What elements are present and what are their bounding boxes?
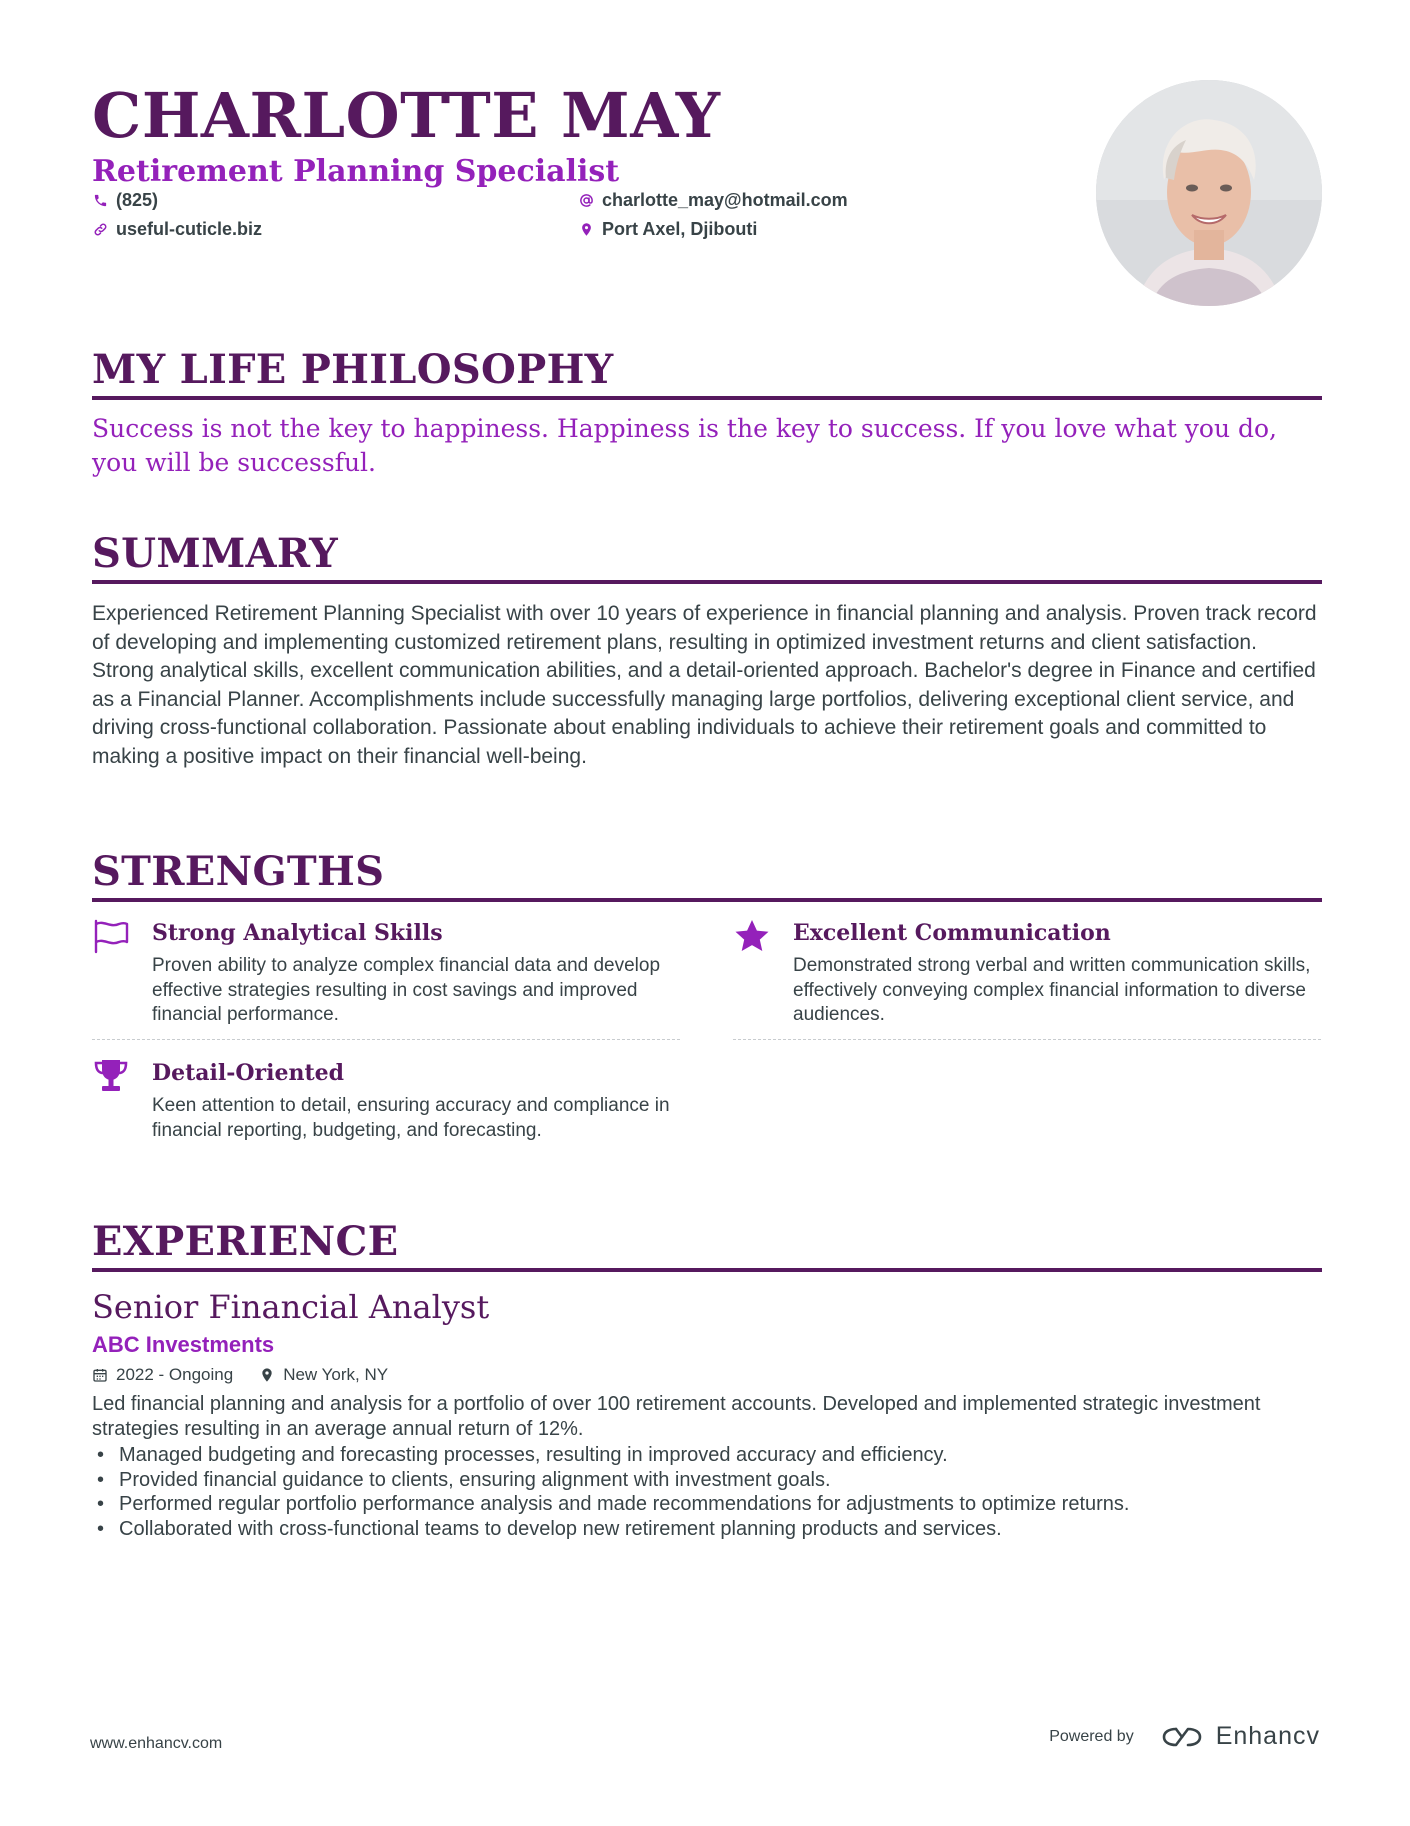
contact-email[interactable] (578, 190, 848, 211)
job-location (259, 1362, 388, 1388)
strength-description: Keen attention to detail, ensuring accuracy and compliance in financial reporting, budgeting, and forecasting. (152, 1095, 670, 1141)
list-item: • Collaborated with cross-functional teams to develop new retirement planning products and services. (92, 1517, 1322, 1542)
job-meta (92, 1362, 1322, 1388)
location-text: Port Axel, Djibouti (602, 219, 758, 239)
profile-photo (1096, 80, 1322, 306)
phone-icon (92, 193, 108, 209)
brand-name: Enhancv (1215, 1722, 1320, 1750)
summary-heading: SUMMARY (92, 530, 1322, 584)
resume-header (92, 80, 1322, 310)
strength-divider (92, 1039, 680, 1040)
job-description: Led financial planning and analysis for a portfolio of over 100 retirement accounts. Developed and implemented strategic investment strategies resulting in an average annual return of 12%. (92, 1393, 1261, 1440)
candidate-name: CHARLOTTE MAY (92, 79, 721, 152)
footer-website[interactable]: www.enhancv.com (90, 1735, 223, 1752)
email-text: charlotte_may@hotmail.com (602, 190, 848, 210)
summary-text: Experienced Retirement Planning Specialist with over 10 years of experience in financial planning and analysis. Proven track record of developing and implementing customized retirement plans, resulting in optimized investment returns and client satisfaction. Strong analytical skills, excellent communication abilities, and a detail-oriented approach. Bachelor's degree in Finance and certified as a Financial Planner. Accomplishments include successfully managing large portfolios, delivering exceptional client service, and driving cross-functional collaboration. Passionate about enabling individuals to achieve their retirement goals and committed to making a positive impact on their financial well-being. (92, 602, 1317, 768)
map-pin-icon (578, 222, 594, 238)
experience-heading: EXPERIENCE (92, 1218, 1322, 1272)
flag-icon (92, 918, 132, 958)
candidate-headline: Retirement Planning Specialist (92, 154, 620, 189)
summary-section (92, 530, 1322, 772)
job-location-text: New York, NY (283, 1365, 389, 1384)
list-item: • Managed budgeting and forecasting processes, resulting in improved accuracy and efficiency. (92, 1443, 1322, 1468)
job-bullets (92, 1443, 1322, 1541)
enhancv-logo-icon (1160, 1724, 1204, 1750)
job-dates-text: 2022 - Ongoing (116, 1365, 234, 1384)
strength-divider (733, 1039, 1321, 1040)
star-icon (733, 918, 773, 958)
strength-title: Strong Analytical Skills (152, 920, 443, 946)
list-item: • Provided financial guidance to clients, ensuring alignment with investment goals. (92, 1468, 1322, 1493)
powered-by-label: Powered by (1049, 1727, 1134, 1745)
job-title: Senior Financial Analyst (92, 1288, 490, 1326)
job-dates (92, 1362, 233, 1388)
calendar-icon (92, 1367, 108, 1383)
philosophy-quote: Success is not the key to happiness. Happiness is the key to success. If you love what you do, you will be successful. (92, 414, 1277, 477)
contact-website[interactable] (92, 219, 262, 240)
trophy-icon (92, 1058, 132, 1098)
strengths-grid (92, 914, 1322, 1194)
at-icon (578, 193, 594, 209)
philosophy-heading: MY LIFE PHILOSOPHY (92, 346, 1322, 400)
strength-description: Proven ability to analyze complex financial data and develop effective strategies resulting in cost savings and improved financial performance. (152, 955, 661, 1025)
link-icon (92, 222, 108, 238)
contact-location (578, 219, 757, 240)
strengths-section (92, 848, 1322, 1194)
enhancv-logo[interactable] (1160, 1722, 1320, 1751)
company-name: ABC Investments (92, 1332, 275, 1357)
philosophy-section (92, 346, 1322, 480)
strengths-heading: STRENGTHS (92, 848, 1322, 902)
list-item: • Performed regular portfolio performance analysis and made recommendations for adjustments to optimize returns. (92, 1492, 1322, 1517)
experience-entry (92, 1286, 1322, 1541)
phone-text: (825) (116, 190, 159, 210)
experience-section (92, 1218, 1322, 1541)
contact-phone[interactable] (92, 190, 158, 211)
website-text: useful-cuticle.biz (116, 219, 263, 239)
footer-branding (1049, 1722, 1320, 1751)
map-pin-icon (259, 1367, 275, 1383)
strength-title: Excellent Communication (793, 920, 1111, 946)
strength-title: Detail-Oriented (152, 1060, 344, 1086)
strength-description: Demonstrated strong verbal and written communication skills, effectively conveying complex financial information to diverse audiences. (793, 955, 1311, 1025)
